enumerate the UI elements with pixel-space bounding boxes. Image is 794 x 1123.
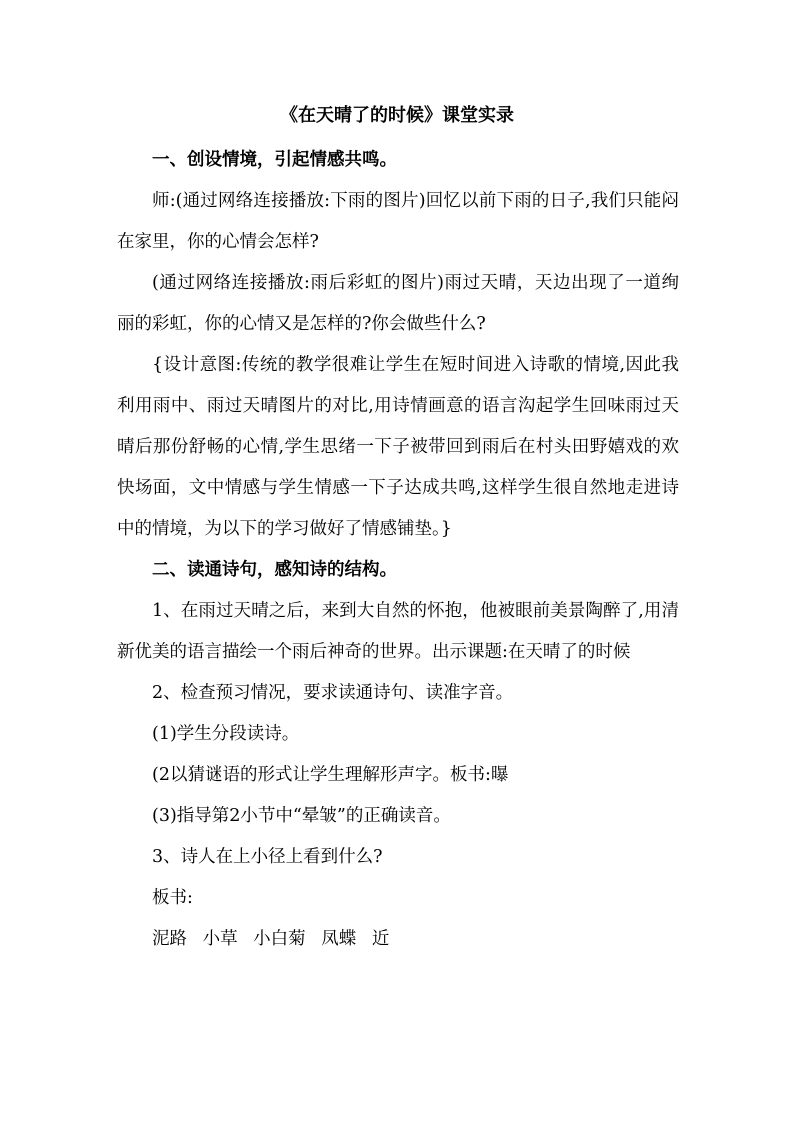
board-words [117,919,679,960]
paragraph-rainbow-question: (通过网络连接播放:雨后彩虹的图片)雨过天晴，天边出现了一道绚丽的彩虹，你的心情又是怎样的?你会做些什么? [117,273,679,334]
paragraph-step-2: 2、检查预习情况，要求读通诗句、读准字音。 [152,683,514,703]
board-word: 近 [371,929,390,949]
board-word: 小草 [202,929,238,949]
document-body [117,140,679,960]
paragraph-step-3: 3、诗人在上小径上看到什么? [152,847,383,867]
section-2-heading: 二、读通诗句，感知诗的结构。 [152,560,397,580]
board-word: 小白菊 [253,929,306,949]
paragraph-design-intent: {设计意图:传统的教学很难让学生在短时间进入诗歌的情境,因此我利用雨中、雨过天晴图片的对比,用诗情画意的语言沟起学生回味雨过天晴后那份舒畅的心情,学生思绪一下子被带回到雨后在村头田野嬉戏的欢快场面，文中情感与学生情感一下子达成共鸣,这样学生很自然地走进诗中的情境，为以下的学习做好了情感铺垫。} [117,355,679,539]
paragraph-step-2-1: (1)学生分段读诗。 [152,724,300,744]
paragraph-step-1: 1、在雨过天晴之后，来到大自然的怀抱，他被眼前美景陶醉了,用清新优美的语言描绘一个雨后神奇的世界。出示课题:在天晴了的时候 [117,601,679,662]
board-word: 凤蝶 [321,929,357,949]
document-title: 《在天晴了的时候》课堂实录 [280,105,514,126]
section-1-heading: 一、创设情境，引起情感共鸣。 [152,150,397,170]
paragraph-teacher-question: 师:(通过网络连接播放:下雨的图片)回忆以前下雨的日子,我们只能闷在家里，你的心情会怎样? [117,191,679,252]
paragraph-step-2-3: (3)指导第2小节中“晕皱”的正确读音。 [152,806,451,826]
paragraph-step-2-2: (2以猜谜语的形式让学生理解形声字。板书:曝 [152,765,509,785]
board-label: 板书: [152,888,193,908]
board-word: 泥路 [152,929,187,949]
